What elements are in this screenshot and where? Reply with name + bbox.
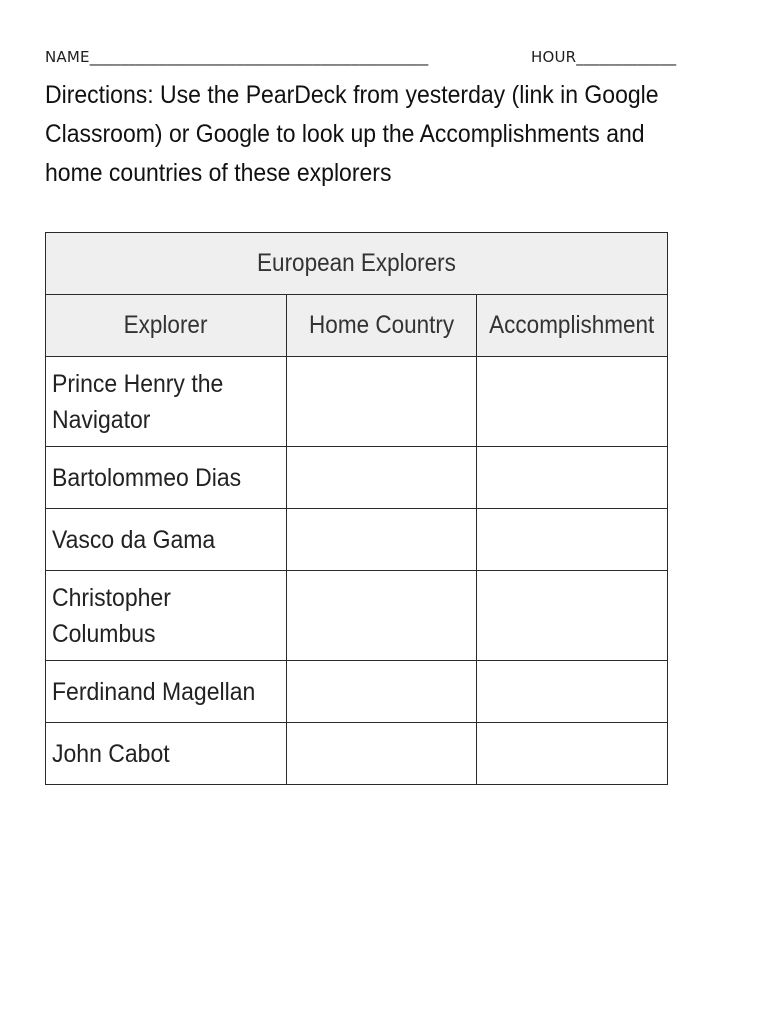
table-row: [46, 447, 668, 509]
table-title: European Explorers: [46, 233, 668, 295]
table-row: [46, 509, 668, 571]
explorer-name: Prince Henry the Navigator: [46, 357, 287, 447]
home-country-cell[interactable]: [287, 571, 477, 661]
accomplishment-cell[interactable]: [477, 447, 668, 509]
explorer-name: Christopher Columbus: [46, 571, 287, 661]
hour-field[interactable]: HOUR_____________: [531, 48, 677, 66]
accomplishment-cell[interactable]: [477, 357, 668, 447]
home-country-cell[interactable]: [287, 447, 477, 509]
table-row: [46, 723, 668, 785]
table-row: [46, 357, 668, 447]
directions-text: Directions: Use the PearDeck from yesterday (link in Google Classroom) or Google to look up the Accomplishments and home countries of these explorers: [45, 81, 659, 187]
explorers-table: [45, 232, 668, 785]
accomplishment-cell[interactable]: [477, 661, 668, 723]
column-header-accomplishment: Accomplishment: [477, 295, 668, 357]
explorer-name: John Cabot: [46, 723, 287, 785]
home-country-cell[interactable]: [287, 509, 477, 571]
table-row: [46, 661, 668, 723]
table-title-row: [46, 233, 668, 295]
accomplishment-cell[interactable]: [477, 509, 668, 571]
home-country-cell[interactable]: [287, 357, 477, 447]
name-field[interactable]: NAME____________________________________________: [45, 48, 429, 66]
home-country-cell[interactable]: [287, 661, 477, 723]
table-row: [46, 571, 668, 661]
table-header-row: [46, 295, 668, 357]
home-country-cell[interactable]: [287, 723, 477, 785]
explorer-name: Vasco da Gama: [46, 509, 287, 571]
column-header-explorer: Explorer: [46, 295, 287, 357]
accomplishment-cell[interactable]: [477, 723, 668, 785]
explorer-name: Bartolommeo Dias: [46, 447, 287, 509]
explorer-name: Ferdinand Magellan: [46, 661, 287, 723]
accomplishment-cell[interactable]: [477, 571, 668, 661]
column-header-home-country: Home Country: [287, 295, 477, 357]
